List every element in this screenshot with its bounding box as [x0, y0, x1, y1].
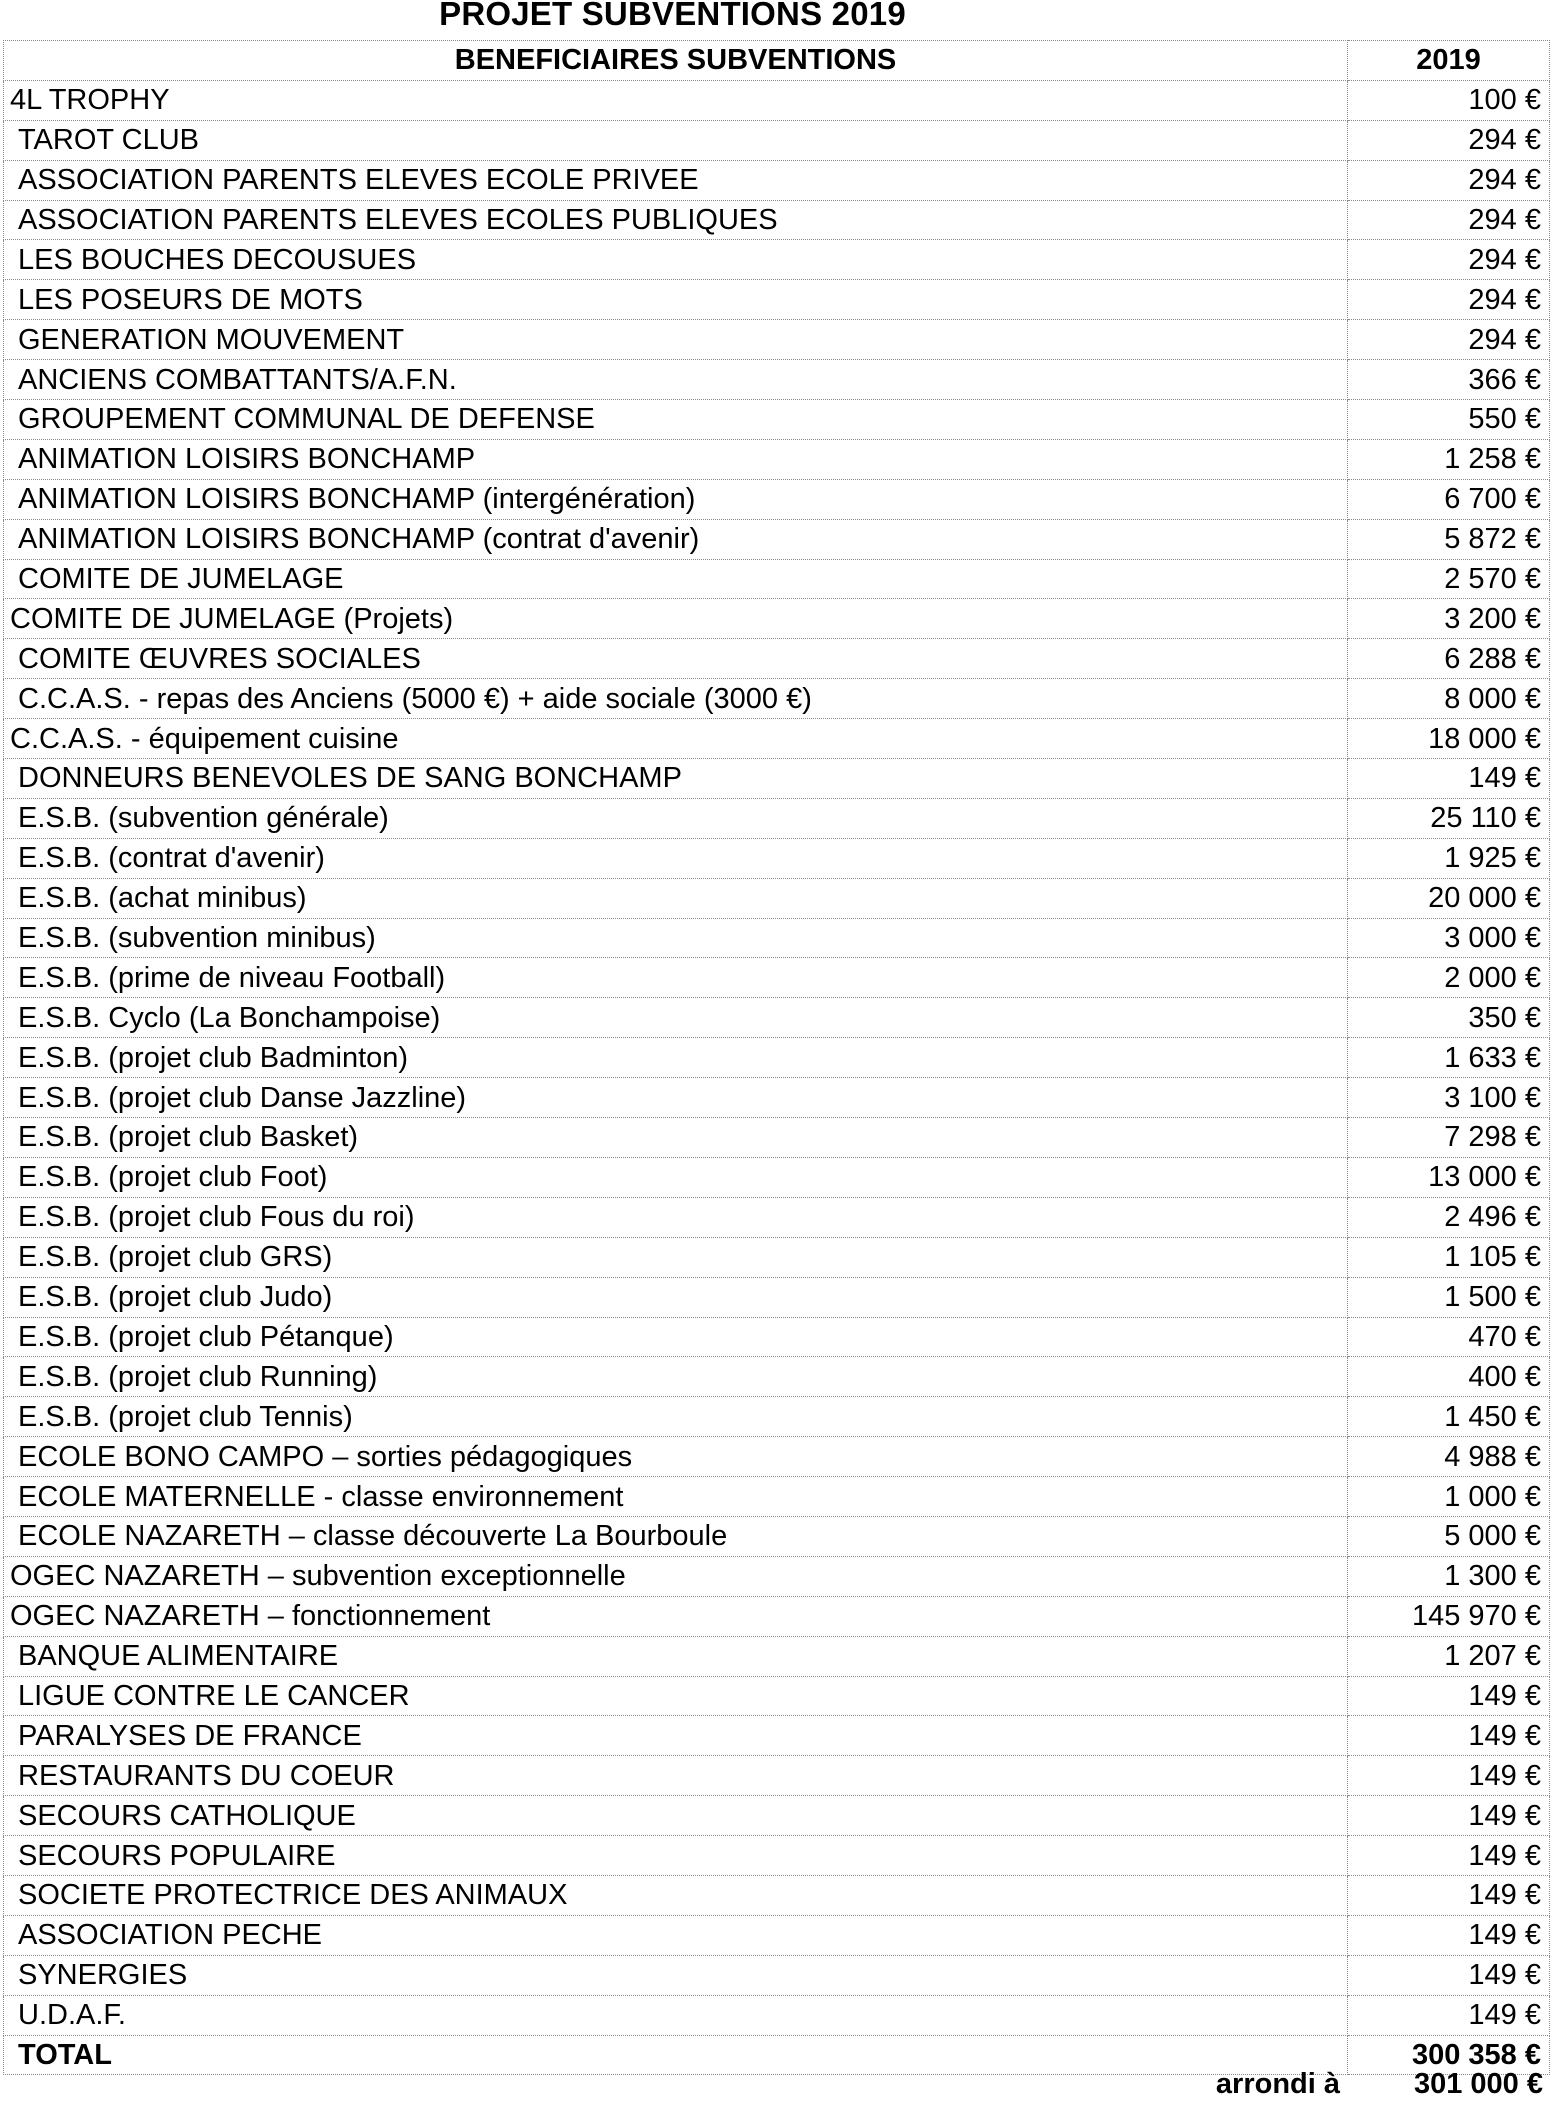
beneficiary-name: OGEC NAZARETH – subvention exceptionnelle: [4, 1556, 1348, 1596]
subsidy-amount: 2 496 €: [1348, 1197, 1550, 1237]
table-row: [4, 1357, 1550, 1397]
beneficiary-name: E.S.B. (projet club Running): [4, 1357, 1348, 1397]
table-row: [4, 1915, 1550, 1955]
beneficiary-name: E.S.B. (subvention minibus): [4, 918, 1348, 958]
beneficiary-name: E.S.B. (projet club Foot): [4, 1157, 1348, 1197]
table-row: [4, 1516, 1550, 1556]
table-row: [4, 120, 1550, 160]
beneficiary-name: ECOLE MATERNELLE - classe environnement: [4, 1477, 1348, 1517]
table-row: [4, 439, 1550, 479]
subsidy-amount: 149 €: [1348, 1955, 1550, 1995]
subsidy-amount: 149 €: [1348, 1915, 1550, 1955]
beneficiary-name: E.S.B. (projet club Badminton): [4, 1038, 1348, 1078]
subsidy-amount: 149 €: [1348, 1676, 1550, 1716]
table-row: [4, 1237, 1550, 1277]
table-row: [4, 1277, 1550, 1317]
beneficiary-name: SECOURS POPULAIRE: [4, 1836, 1348, 1876]
subsidy-amount: 7 298 €: [1348, 1118, 1550, 1158]
beneficiary-name: GROUPEMENT COMMUNAL DE DEFENSE: [4, 400, 1348, 440]
subsidy-amount: 1 258 €: [1348, 439, 1550, 479]
beneficiary-name: COMITE ŒUVRES SOCIALES: [4, 639, 1348, 679]
table-row: [4, 1796, 1550, 1836]
table-row: [4, 280, 1550, 320]
table-row: [4, 798, 1550, 838]
table-row: [4, 519, 1550, 559]
table-row: [4, 1118, 1550, 1158]
subsidy-amount: 149 €: [1348, 1995, 1550, 2035]
table-row: [4, 1157, 1550, 1197]
table-row: [4, 1875, 1550, 1915]
table-row: [4, 1317, 1550, 1357]
beneficiary-name: E.S.B. (projet club Tennis): [4, 1397, 1348, 1437]
subsidy-amount: 5 872 €: [1348, 519, 1550, 559]
subsidy-amount: 18 000 €: [1348, 719, 1550, 759]
column-header-year: 2019: [1348, 41, 1550, 81]
subsidy-amount: 1 207 €: [1348, 1636, 1550, 1676]
table-row: [4, 1477, 1550, 1517]
subsidy-amount: 1 925 €: [1348, 838, 1550, 878]
table-row: [4, 80, 1550, 120]
table-row: [4, 1556, 1550, 1596]
total-label: TOTAL: [4, 2035, 1348, 2075]
beneficiary-name: E.S.B. (projet club Basket): [4, 1118, 1348, 1158]
beneficiary-name: E.S.B. (projet club Judo): [4, 1277, 1348, 1317]
table-row: [4, 878, 1550, 918]
subsidy-amount: 400 €: [1348, 1357, 1550, 1397]
table-row: [4, 918, 1550, 958]
subsidy-amount: 5 000 €: [1348, 1516, 1550, 1556]
beneficiary-name: 4L TROPHY: [4, 80, 1348, 120]
beneficiary-name: BANQUE ALIMENTAIRE: [4, 1636, 1348, 1676]
table-row: [4, 1078, 1550, 1118]
subsidy-amount: 149 €: [1348, 1796, 1550, 1836]
beneficiary-name: ASSOCIATION PARENTS ELEVES ECOLES PUBLIQUES: [4, 200, 1348, 240]
table-row: [4, 1197, 1550, 1237]
beneficiary-name: E.S.B. (projet club GRS): [4, 1237, 1348, 1277]
beneficiary-name: GENERATION MOUVEMENT: [4, 320, 1348, 360]
beneficiary-name: ANCIENS COMBATTANTS/A.F.N.: [4, 360, 1348, 400]
subsidy-amount: 25 110 €: [1348, 798, 1550, 838]
subsidy-amount: 350 €: [1348, 998, 1550, 1038]
subsidy-amount: 149 €: [1348, 759, 1550, 799]
subsidy-amount: 100 €: [1348, 80, 1550, 120]
subsidy-amount: 1 300 €: [1348, 1556, 1550, 1596]
subsidy-amount: 550 €: [1348, 400, 1550, 440]
table-row: [4, 719, 1550, 759]
table-row: [4, 1038, 1550, 1078]
table-row: [4, 320, 1550, 360]
subsidy-amount: 6 288 €: [1348, 639, 1550, 679]
table-row: [4, 479, 1550, 519]
beneficiary-name: E.S.B. (prime de niveau Football): [4, 958, 1348, 998]
beneficiary-name: LES POSEURS DE MOTS: [4, 280, 1348, 320]
beneficiary-name: DONNEURS BENEVOLES DE SANG BONCHAMP: [4, 759, 1348, 799]
beneficiary-name: E.S.B. (contrat d'avenir): [4, 838, 1348, 878]
subsidy-amount: 1 450 €: [1348, 1397, 1550, 1437]
subsidy-amount: 149 €: [1348, 1716, 1550, 1756]
table-row: [4, 240, 1550, 280]
beneficiary-name: E.S.B. (projet club Pétanque): [4, 1317, 1348, 1357]
subsidy-amount: 6 700 €: [1348, 479, 1550, 519]
rounded-total: [0, 2064, 1552, 2104]
subsidy-amount: 294 €: [1348, 280, 1550, 320]
beneficiary-name: ECOLE NAZARETH – classe découverte La Bourboule: [4, 1516, 1348, 1556]
table-row: [4, 599, 1550, 639]
table-row: [4, 838, 1550, 878]
beneficiary-name: LES BOUCHES DECOUSUES: [4, 240, 1348, 280]
total-amount: 300 358 €: [1348, 2035, 1550, 2075]
table-row: [4, 1437, 1550, 1477]
subsidy-amount: 13 000 €: [1348, 1157, 1550, 1197]
table-row: [4, 998, 1550, 1038]
table-header-row: [4, 41, 1550, 81]
beneficiary-name: RESTAURANTS DU COEUR: [4, 1756, 1348, 1796]
subsidy-amount: 8 000 €: [1348, 679, 1550, 719]
table-body: [4, 80, 1550, 2035]
subsidy-amount: 3 200 €: [1348, 599, 1550, 639]
beneficiary-name: COMITE DE JUMELAGE: [4, 559, 1348, 599]
subsidy-amount: 3 000 €: [1348, 918, 1550, 958]
subsidy-amount: 3 100 €: [1348, 1078, 1550, 1118]
table-row: [4, 958, 1550, 998]
table-row: [4, 559, 1550, 599]
beneficiary-name: ASSOCIATION PECHE: [4, 1915, 1348, 1955]
beneficiary-name: SOCIETE PROTECTRICE DES ANIMAUX: [4, 1875, 1348, 1915]
table-row: [4, 400, 1550, 440]
subsidy-amount: 294 €: [1348, 320, 1550, 360]
table-row: [4, 360, 1550, 400]
beneficiary-name: PARALYSES DE FRANCE: [4, 1716, 1348, 1756]
subsidies-table: [3, 40, 1550, 2075]
beneficiary-name: LIGUE CONTRE LE CANCER: [4, 1676, 1348, 1716]
table-row: [4, 1676, 1550, 1716]
table-row: [4, 1636, 1550, 1676]
table-row: [4, 1397, 1550, 1437]
beneficiary-name: COMITE DE JUMELAGE (Projets): [4, 599, 1348, 639]
table-row: [4, 679, 1550, 719]
subsidy-amount: 20 000 €: [1348, 878, 1550, 918]
table-row: [4, 1716, 1550, 1756]
subsidy-amount: 145 970 €: [1348, 1596, 1550, 1636]
beneficiary-name: ECOLE BONO CAMPO – sorties pédagogiques: [4, 1437, 1348, 1477]
beneficiary-name: ANIMATION LOISIRS BONCHAMP: [4, 439, 1348, 479]
table-row: [4, 1955, 1550, 1995]
subsidy-amount: 294 €: [1348, 200, 1550, 240]
table-row: [4, 1596, 1550, 1636]
beneficiary-name: C.C.A.S. - équipement cuisine: [4, 719, 1348, 759]
column-header-beneficiary: BENEFICIAIRES SUBVENTIONS: [4, 41, 1348, 81]
beneficiary-name: E.S.B. (projet club Fous du roi): [4, 1197, 1348, 1237]
table-row: [4, 1995, 1550, 2035]
subsidy-amount: 294 €: [1348, 240, 1550, 280]
beneficiary-name: OGEC NAZARETH – fonctionnement: [4, 1596, 1348, 1636]
subsidy-amount: 149 €: [1348, 1756, 1550, 1796]
subsidy-amount: 149 €: [1348, 1875, 1550, 1915]
beneficiary-name: SYNERGIES: [4, 1955, 1348, 1995]
beneficiary-name: ANIMATION LOISIRS BONCHAMP (contrat d'avenir): [4, 519, 1348, 559]
subsidy-amount: 2 570 €: [1348, 559, 1550, 599]
beneficiary-name: E.S.B. (subvention générale): [4, 798, 1348, 838]
subsidy-amount: 1 000 €: [1348, 1477, 1550, 1517]
subsidy-amount: 1 105 €: [1348, 1237, 1550, 1277]
beneficiary-name: E.S.B. Cyclo (La Bonchampoise): [4, 998, 1348, 1038]
subsidy-amount: 470 €: [1348, 1317, 1550, 1357]
beneficiary-name: SECOURS CATHOLIQUE: [4, 1796, 1348, 1836]
rounded-label: arrondi à: [1215, 2068, 1340, 2100]
table-row: [4, 160, 1550, 200]
subsidy-amount: 294 €: [1348, 120, 1550, 160]
beneficiary-name: ANIMATION LOISIRS BONCHAMP (intergénération): [4, 479, 1348, 519]
subsidy-amount: 1 633 €: [1348, 1038, 1550, 1078]
table-row: [4, 1836, 1550, 1876]
subsidy-amount: 294 €: [1348, 160, 1550, 200]
table-row: [4, 639, 1550, 679]
subsidy-amount: 1 500 €: [1348, 1277, 1550, 1317]
beneficiary-name: E.S.B. (projet club Danse Jazzline): [4, 1078, 1348, 1118]
document-title: PROJET SUBVENTIONS 2019: [439, 0, 906, 32]
subsidy-amount: 4 988 €: [1348, 1437, 1550, 1477]
subsidy-amount: 2 000 €: [1348, 958, 1550, 998]
table-row: [4, 1756, 1550, 1796]
beneficiary-name: U.D.A.F.: [4, 1995, 1348, 2035]
subsidy-amount: 149 €: [1348, 1836, 1550, 1876]
rounded-amount: 301 000 €: [1413, 2068, 1543, 2100]
beneficiary-name: ASSOCIATION PARENTS ELEVES ECOLE PRIVEE: [4, 160, 1348, 200]
beneficiary-name: TAROT CLUB: [4, 120, 1348, 160]
subsidy-amount: 366 €: [1348, 360, 1550, 400]
table-row: [4, 200, 1550, 240]
beneficiary-name: C.C.A.S. - repas des Anciens (5000 €) + aide sociale (3000 €): [4, 679, 1348, 719]
beneficiary-name: E.S.B. (achat minibus): [4, 878, 1348, 918]
table-row: [4, 759, 1550, 799]
